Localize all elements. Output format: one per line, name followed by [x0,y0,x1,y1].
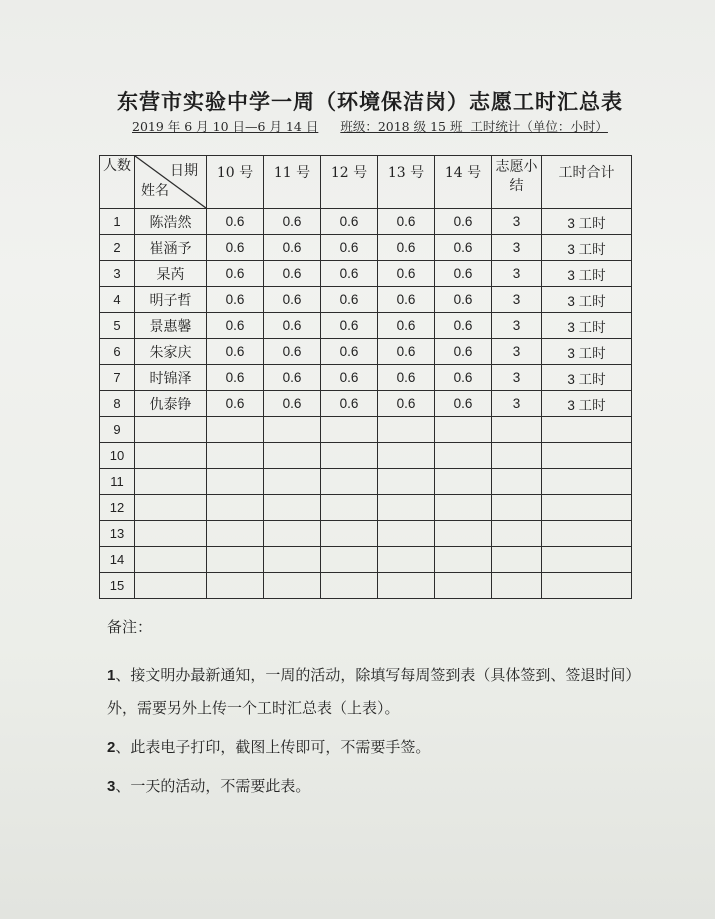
day-hours: 0.6 [435,209,492,235]
student-name [135,417,207,443]
table-row [100,339,632,365]
note-item [107,659,667,725]
day-hours: 0.6 [264,365,321,391]
day-hours: 0.6 [264,339,321,365]
total-hours: 3 工时 [542,261,632,287]
table-row [100,313,632,339]
row-index: 5 [100,313,135,339]
notes-section [107,616,667,809]
day-hours [264,417,321,443]
day-hours [378,495,435,521]
student-name: 景惠馨 [135,313,207,339]
day-hours [264,469,321,495]
day-hours: 0.6 [435,287,492,313]
day-hours: 0.6 [435,261,492,287]
student-name: 杲芮 [135,261,207,287]
day-hours [207,573,264,599]
day-hours: 0.6 [378,339,435,365]
total-hours: 3 工时 [542,287,632,313]
day-hours [207,547,264,573]
day-hours [264,573,321,599]
total-hours [542,417,632,443]
day-hours: 0.6 [321,339,378,365]
total-hours [542,521,632,547]
header-summary: 志愿小结 [492,156,542,209]
row-index: 1 [100,209,135,235]
notes-heading: 备注： [107,618,153,636]
header-total: 工时合计 [542,156,632,209]
row-index: 10 [100,443,135,469]
volunteer-summary: 3 [492,313,542,339]
day-hours: 0.6 [435,313,492,339]
day-hours: 0.6 [321,365,378,391]
day-hours: 0.6 [378,365,435,391]
header-date-name [135,156,207,209]
day-hours [321,573,378,599]
day-hours [435,573,492,599]
table-row [100,547,632,573]
volunteer-summary [492,521,542,547]
student-name: 仇泰铮 [135,391,207,417]
row-index: 6 [100,339,135,365]
day-hours: 0.6 [321,261,378,287]
total-hours: 3 工时 [542,313,632,339]
day-hours: 0.6 [207,209,264,235]
header-day: 11 号 [264,156,321,209]
table-header-row [100,156,632,209]
day-hours: 0.6 [435,339,492,365]
day-hours: 0.6 [435,391,492,417]
note-item [107,770,667,803]
day-hours: 0.6 [378,391,435,417]
total-hours [542,443,632,469]
row-index: 13 [100,521,135,547]
day-hours [264,521,321,547]
total-hours: 3 工时 [542,339,632,365]
table-row [100,495,632,521]
table-row [100,235,632,261]
volunteer-summary [492,469,542,495]
row-index: 8 [100,391,135,417]
row-index: 11 [100,469,135,495]
day-hours [321,495,378,521]
student-name [135,495,207,521]
row-index: 7 [100,365,135,391]
day-hours [321,417,378,443]
student-name [135,521,207,547]
day-hours [321,443,378,469]
volunteer-summary: 3 [492,391,542,417]
day-hours: 0.6 [207,261,264,287]
volunteer-summary: 3 [492,365,542,391]
day-hours: 0.6 [378,261,435,287]
student-name [135,443,207,469]
table-row [100,261,632,287]
document-title: 东营市实验中学一周（环境保洁岗）志愿工时汇总表 [117,89,623,114]
day-hours: 0.6 [207,339,264,365]
volunteer-summary [492,547,542,573]
total-hours: 3 工时 [542,209,632,235]
table-row [100,573,632,599]
student-name: 陈浩然 [135,209,207,235]
header-day: 10 号 [207,156,264,209]
day-hours: 0.6 [207,235,264,261]
note-item [107,731,667,764]
header-index: 人数 [100,156,135,209]
day-hours [435,469,492,495]
day-hours: 0.6 [321,391,378,417]
day-hours: 0.6 [264,261,321,287]
day-hours: 0.6 [378,313,435,339]
day-hours [435,495,492,521]
day-hours [378,547,435,573]
day-hours [264,443,321,469]
day-hours [435,547,492,573]
day-hours: 0.6 [207,287,264,313]
day-hours: 0.6 [321,209,378,235]
day-hours: 0.6 [264,235,321,261]
day-hours: 0.6 [207,365,264,391]
day-hours [321,469,378,495]
day-hours [435,443,492,469]
day-hours [378,469,435,495]
volunteer-summary [492,443,542,469]
day-hours [207,443,264,469]
student-name: 朱家庆 [135,339,207,365]
note-text: 、接文明办最新通知，一周的活动，除填写每周签到表（具体签到、签退时间）外，需要另外上传一个工时汇总表（上表）。 [107,666,641,717]
day-hours: 0.6 [207,391,264,417]
day-hours: 0.6 [264,313,321,339]
header-day: 13 号 [378,156,435,209]
day-hours: 0.6 [321,313,378,339]
row-index: 9 [100,417,135,443]
day-hours: 0.6 [264,209,321,235]
table-row [100,521,632,547]
day-hours [207,521,264,547]
header-name-label: 姓名 [141,183,169,199]
note-number: 3 [107,778,116,795]
volunteer-summary: 3 [492,261,542,287]
table-row [100,287,632,313]
day-hours: 0.6 [435,235,492,261]
day-hours [378,573,435,599]
day-hours [321,521,378,547]
day-hours [378,417,435,443]
day-hours [264,547,321,573]
student-name: 崔涵予 [135,235,207,261]
note-text: 、此表电子打印，截图上传即可，不需要手签。 [115,738,431,756]
day-hours: 0.6 [264,287,321,313]
table-row [100,469,632,495]
document-subtitle [132,117,608,135]
volunteer-summary: 3 [492,339,542,365]
student-name: 时锦泽 [135,365,207,391]
class-info: 班级：2018 级 15 班 [340,119,463,134]
student-name [135,469,207,495]
day-hours: 0.6 [321,235,378,261]
table-row [100,417,632,443]
table-row [100,209,632,235]
day-hours [435,521,492,547]
day-hours [378,443,435,469]
student-name [135,547,207,573]
total-hours [542,495,632,521]
volunteer-summary [492,495,542,521]
row-index: 2 [100,235,135,261]
day-hours [207,495,264,521]
student-name: 明子哲 [135,287,207,313]
row-index: 3 [100,261,135,287]
table-row [100,365,632,391]
total-hours: 3 工时 [542,235,632,261]
volunteer-summary: 3 [492,209,542,235]
day-hours: 0.6 [435,365,492,391]
total-hours: 3 工时 [542,391,632,417]
day-hours [378,521,435,547]
day-hours: 0.6 [321,287,378,313]
header-date-label: 日期 [170,163,198,179]
day-hours [207,417,264,443]
note-text: 、一天的活动，不需要此表。 [115,777,311,795]
table-row [100,443,632,469]
day-hours [264,495,321,521]
row-index: 4 [100,287,135,313]
row-index: 12 [100,495,135,521]
volunteer-summary: 3 [492,287,542,313]
row-index: 15 [100,573,135,599]
volunteer-hours-table [99,155,632,599]
day-hours [207,469,264,495]
day-hours [435,417,492,443]
header-day: 14 号 [435,156,492,209]
volunteer-summary [492,573,542,599]
total-hours [542,573,632,599]
table-body [100,209,632,599]
note-number: 2 [107,739,116,756]
table-row [100,391,632,417]
day-hours: 0.6 [378,287,435,313]
unit-info: 工时统计（单位：小时） [470,119,608,134]
total-hours [542,469,632,495]
volunteer-summary: 3 [492,235,542,261]
day-hours: 0.6 [207,313,264,339]
volunteer-summary [492,417,542,443]
total-hours: 3 工时 [542,365,632,391]
row-index: 14 [100,547,135,573]
student-name [135,573,207,599]
day-hours [321,547,378,573]
day-hours: 0.6 [264,391,321,417]
day-hours: 0.6 [378,209,435,235]
total-hours [542,547,632,573]
note-number: 1 [107,667,116,684]
date-range: 2019 年 6 月 10 日—6 月 14 日 [132,119,319,134]
header-day: 12 号 [321,156,378,209]
day-hours: 0.6 [378,235,435,261]
